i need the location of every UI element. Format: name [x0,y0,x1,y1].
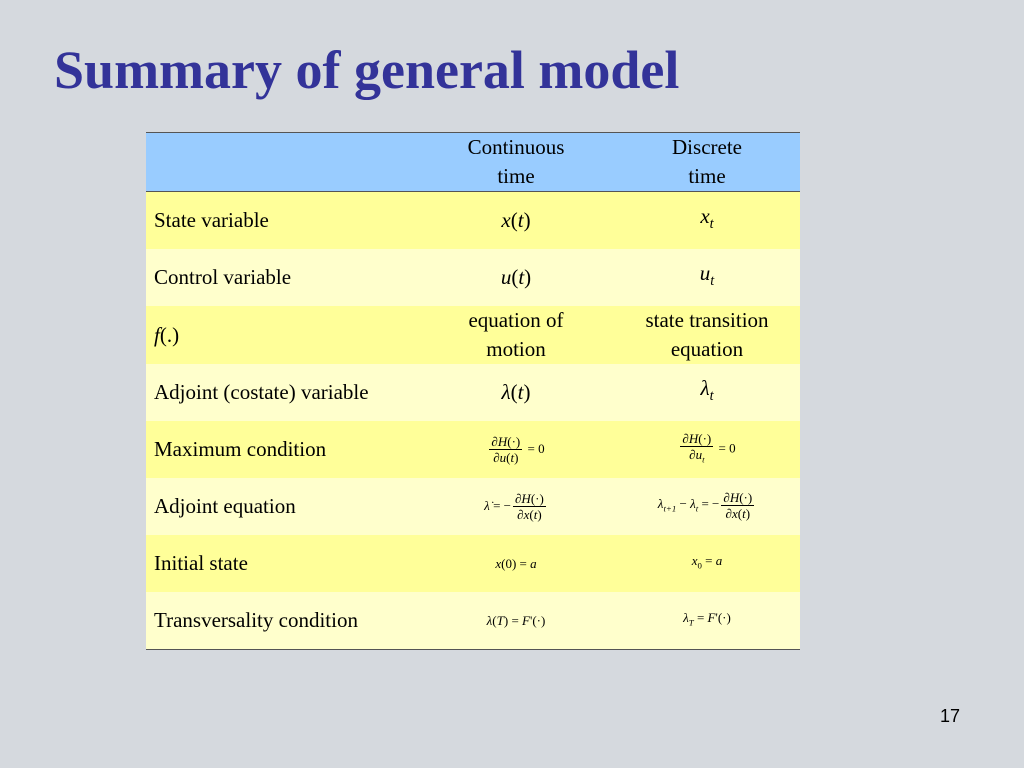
header-continuous-time-word: time [497,164,535,188]
adjoint-variable-continuous: λ(t) [418,364,614,421]
summary-table [146,132,800,650]
fraction: $\frac{\partial H(\cdot)}{\partial x(t)}$ [514,491,544,523]
initial-state-discrete: $x_0 = a$ [614,535,800,592]
table-row [146,306,800,364]
row-label-f: f(.) [146,306,418,364]
row-label-transversality-condition: Transversality condition [146,592,418,650]
table-row [146,535,800,592]
fraction: $\frac{\partial H(\cdot)}{\partial x(t)}$ [723,489,753,521]
f-discrete: state transition equation [614,306,800,364]
table-header-row [146,133,800,192]
table-row [146,592,800,650]
header-continuous-word: Continuous [467,135,565,159]
transversality-continuous: λ(T) = F'(·) [418,592,614,650]
state-variable-discrete: $x_t$ [614,192,800,250]
header-discrete-word: Discrete [672,135,742,159]
maximum-condition-continuous: $\frac{\partial H(\cdot)}{\partial u(t)}$ = 0 [418,421,614,478]
adjoint-equation-discrete: $\lambda_{t+1} - \lambda_t$ = − $\frac{\partial H(\cdot)}{\partial x(t)}$ [614,478,800,535]
table-row [146,364,800,421]
control-variable-continuous: u(t) [418,249,614,306]
fraction: $\frac{\partial H(\cdot)}{\partial u_t}$ [682,431,712,465]
header-discrete-time-word: time [688,164,726,188]
maximum-condition-discrete: $\frac{\partial H(\cdot)}{\partial u_t}$ = 0 [614,421,800,478]
row-label-state-variable: State variable [146,192,418,250]
table-row [146,249,800,306]
slide-title: Summary of general model [54,40,680,100]
row-label-control-variable: Control variable [146,249,418,306]
row-label-initial-state: Initial state [146,535,418,592]
header-continuous-time [418,133,614,192]
fraction: $\frac{\partial H(\cdot)}{\partial u(t)}$ [491,434,521,466]
adjoint-equation-continuous: λ̇ = − $\frac{\partial H(\cdot)}{\partial x(t)}$ [418,478,614,535]
table-row [146,192,800,250]
control-variable-discrete: $u_t$ [614,249,800,306]
header-empty-cell [146,133,418,192]
initial-state-continuous: x(0) = a [418,535,614,592]
table-row [146,478,800,535]
adjoint-variable-discrete: $\lambda_t$ [614,364,800,421]
page-number: 17 [940,706,961,726]
table-row [146,421,800,478]
row-label-adjoint-equation: Adjoint equation [146,478,418,535]
transversality-discrete: $\lambda_T = F'(\cdot)$ [614,592,800,650]
state-variable-continuous: x(t) [418,192,614,250]
f-continuous: equation of motion [418,306,614,364]
row-label-maximum-condition: Maximum condition [146,421,418,478]
row-label-adjoint-variable: Adjoint (costate) variable [146,364,418,421]
header-discrete-time [614,133,800,192]
